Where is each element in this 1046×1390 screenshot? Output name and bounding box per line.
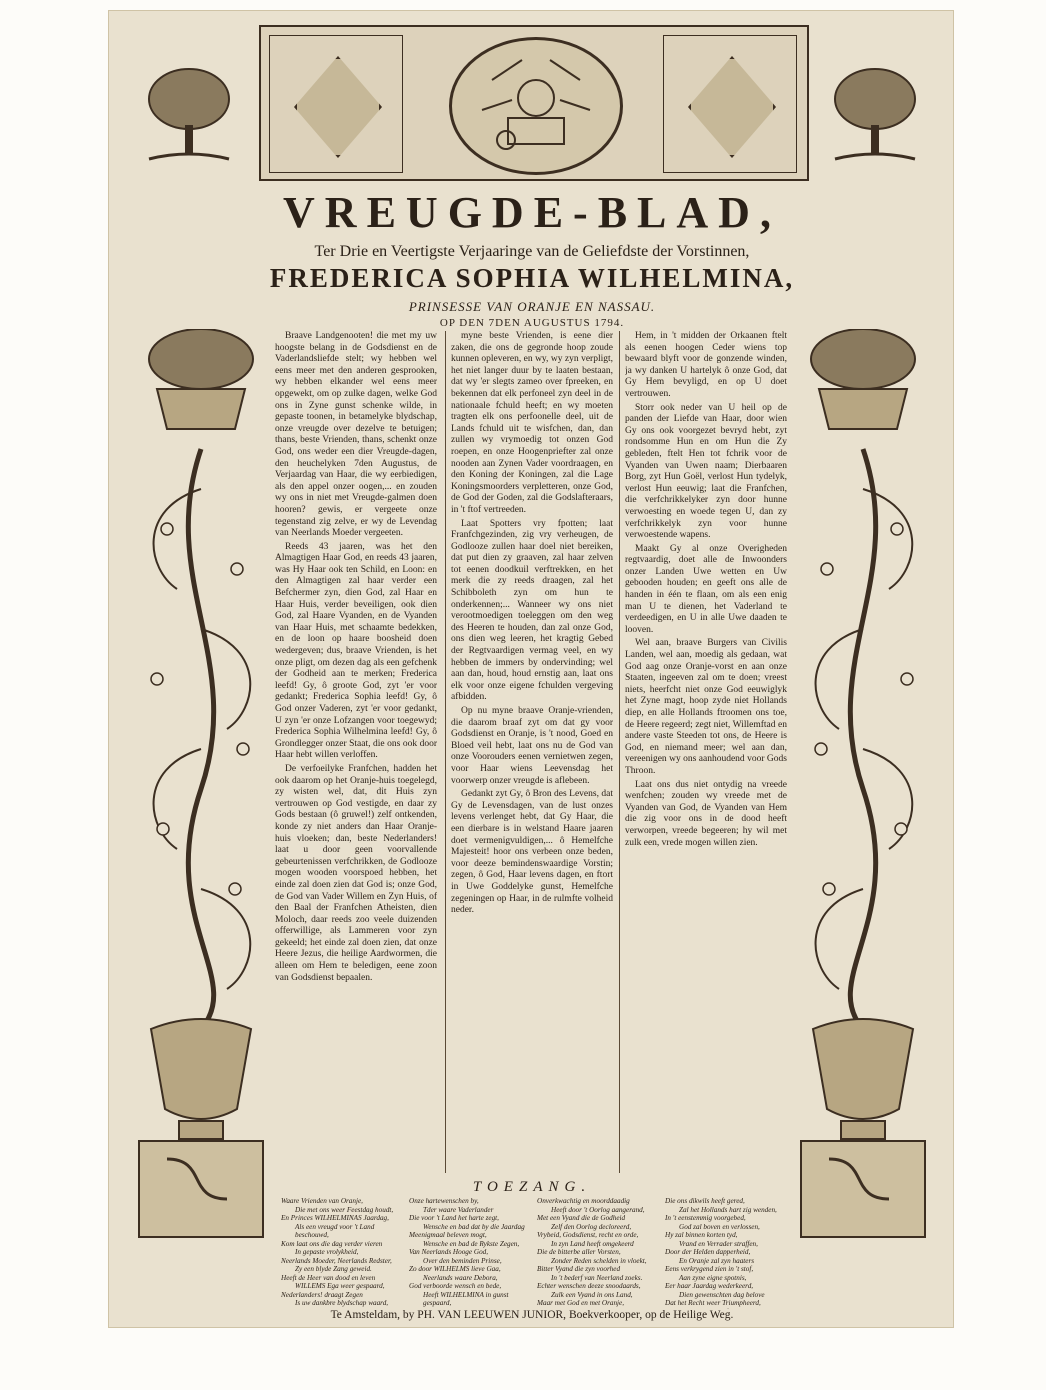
left-tree-ornament [139, 59, 239, 171]
poem-line: Van Neerlands Hooge God, [409, 1248, 489, 1256]
poem-column-3 [537, 1197, 657, 1309]
poem-line: Bitter Vyand die zyn voorhed [537, 1265, 621, 1273]
text-column-2 [451, 331, 613, 1173]
poem-line: Die de bitterbe aller Vorsten, [537, 1248, 621, 1256]
paragraph: Gedankt zyt Gy, ô Bron des Levens, dat Gy de Levensdagen, van de lust onzes levens verlenget hebt, dat Gy Haar, die een dierbare is in welstand Haare jaaren doet vermenigvuldigen,... ô Hemelfche Majesteit! hoor ons verbeen onze beden, voor deeze bemindenswaardige Vorstin; zegen, ô God, Haar levens dagen, en ftort in Uwe Goddelyke gunst, Hemelfche zegeningen op Haar, in de rulmfte volheid neder. [451, 789, 613, 916]
poem-line: Onze hartewenschen by, [409, 1197, 479, 1205]
left-vine-urn-ornament [117, 329, 285, 1241]
poem-line: Dien gewenschten dag belove [679, 1290, 765, 1299]
poem-line: Echter wenschen deeze snoodaards, [537, 1282, 641, 1290]
poem-line: God zal boven en verlossen, [679, 1222, 760, 1231]
poem-line: In gepaste vrolykheid, [295, 1248, 359, 1256]
poem-line: Dat het Recht weer Triumpheerd, [665, 1299, 761, 1307]
poem-line: Is uw dankbre blydschap waard, [295, 1299, 389, 1307]
paragraph: Laat Spotters vry fpotten; laat Franfchgezinden, zig vry verheugen, de Godlooze zullen haar doel niet bereiken, dat put dien zy graaven, zal haar zelven tot eenen doodkuil verftrekken, en het merk die zy reeds draagen, zal het Schibboleth zyn om hun te onderkennen;... Wanneer wy ons niet verootmoedigen toeleggen om den weg des Heeren te houden, dan zal onze God, ons dien weg leeren, het kragtig Gebed der Regtvaardigen vermag veel, en wy hebben de immers by ondervinding; wel aan dan, houd, houd ernstig aan, laat ons elk voor onze eigene fchulden vergeving afbidden. [451, 518, 613, 703]
paragraph: Braave Landgenooten! die met my uw hoogste belang in de Godsdienst en de Vaderlandsliefde stelt; wy hebben wel eens meer met den anderen gesprooken, wy hebben elkander wel eens meer opgewekt, om op zulke dagen, welke God ons in Zyne gunst schenke wilde, in gepaste toonen, in betamelyke blydschap, onze vreugde over dezelve te betuigen; thans, beste Vrienden, thans, schenkt onze God, ons weder een dier Vreugde-dagen, den heuchelyken 7den Augustus, de Verjaardag van Haar, die wy eerbiedigen, als den appel onzer oogen,... en zouden wy ons in niet met Vreugde-galmen doen hooren? gewis, er vergeete onze tegenstand zig zelve, er wy de Levendag van Neerlands Moeder vergeeten. [275, 331, 437, 539]
poem-line: Zal het Hollands hart zig wenden, [679, 1205, 777, 1214]
column-divider [619, 331, 620, 1173]
right-vine-urn-ornament [779, 329, 947, 1241]
poem-line: Die met ons weer Feestdag houdt, [295, 1205, 394, 1214]
paragraph: Laat ons dus niet ontydig na vreede wenfchen; zouden wy vreede met de Vyanden van God, de Vyanden van Hem die zig voor ons in de dood heeft verworpen, vreede begeeren; hy wil met zulk een, vrede mogen willen zien. [625, 779, 787, 848]
header-woodcut [259, 25, 809, 181]
poem-line: Waare Vrienden van Oranje, [281, 1197, 363, 1205]
central-oval-emblem [449, 37, 623, 175]
date-line: OP DEN 7DEN AUGUSTUS 1794. [439, 317, 625, 329]
column-divider [445, 331, 446, 1173]
poem-line: Zonder Reden schelden in vloekt, [551, 1256, 647, 1265]
poem-line: Neerlands waare Debora, [423, 1273, 498, 1282]
paragraph: Reeds 43 jaaren, was het den Almagtigen Haar God, en reeds 43 jaaren, was Hy Haar ook ten Schild, en Loon: en den Almagtigen zal haar verder een Befchermer zyn, dien God, zal Haar en Haar Huis, verder beveiligen, ook dien God, zal Haare Vyanden, en de Vyanden van Haar Huis, met schaamte bedekken, en de loon op haare boosheid doen wedergeven; dus, braave Vrienden, is het onze pligt, om dezen dag als een gefchenk der Godheid aan te merken; Frederica leefd! Gy, ô groote God, zyt 'er voor gedankt; Frederica Sophia leefd! Gy, ô God onzer Vaderen, zyt 'er voor gedankt, U zyn 'er onze Lofzangen voor toegewyd; Frederica Sophia Wilhelmina leefd! Gy, ô Grondlegger onzer Staat, die ons ook door Haar hebt willen verloffen. [275, 541, 437, 761]
poem-line: Eer haar Jaardag wederkeerd, [665, 1282, 754, 1290]
broadside-sheet [108, 10, 954, 1328]
honoree-name: FREDERICA SOPHIA WILHELMINA, [269, 263, 795, 293]
poem-line: Met een Vyand die de Godheid [537, 1214, 626, 1222]
paragraph: Op nu myne braave Oranje-vrienden, die daarom braaf zyt om dat gy voor Godsdienst en Oranje, is 't nood, Goed en Bloed veil hebt, laat ons nu de God van onze Voorouders eenen vernietwen zegen, voor Haar wiens Leevensdag het voorwerp onzer vreugde is aflebeen. [451, 706, 613, 786]
poem-column-1 [281, 1197, 401, 1309]
poem-line: Heeft de Heer van dood en leven [281, 1273, 376, 1282]
imprint-prefix: Te Amsteldam, by [330, 1309, 415, 1321]
poem-line: Kom laat ons die dag verder vieren [281, 1239, 383, 1248]
paragraph: De verfoeilyke Franfchen, hadden het ook daarom op het Oranje-huis toegelegd, zy wisten wel, dat, dit Huis zyn vertrouwen op God vestigde, en daar zy Gods bestaan (ô gruwel!) zelf ontkenden, konde zy niet anders dan Haar Oranje-huis vloeken; dan, beste Nederlanders! laat u door geen voorvallende gebeurtenissen verfchrikken, de Godlooze mogen wooden voorspoed hebben, het einde zal doen zien dat God is; onze God, de God van Vader Willem en Zyn Huis, of den Baal der Franfchen Atheisten, dien Moloch, daar reeds zoo veele duizenden offerwillige, als Lammeren voor zyn gekeeld; het einde zal doen zien, dat onze Heere Jezus, die heilige Aardwormen, die alleen om Hem te beledigen, eene zoon van Godsdienst bepaalen. [275, 763, 437, 983]
printer-name: PH. VAN LEEUWEN JUNIOR, [417, 1309, 567, 1321]
poem-line: Wensche en bad de Rykste Zegen, [423, 1239, 520, 1248]
honoree-title: PRINSESSE VAN ORANJE EN NASSAU. [408, 299, 656, 314]
poem-line: In 't bederf van Neerland zoeks. [551, 1273, 643, 1282]
paragraph: Wel aan, braave Burgers van Civilis Landen, wel aan, moedig als gedaan, wat God aag onze Oranje-vorst en aan onze Staaten, ingeeven zal om te doen; vreest niets, heerfcht niet onze God eeuwiglyk het Zyne magt, hoop zyde niet Hollands diep, en alle Hollands ftroomen ons toe, de Heere regeerd; zegt niet, Willemftad en andere vaste Steeden tot ons, de Heere is God, en niemand meer; wel aan dan, vereenigen wy ons aanhoudend voor Gods Throon. [625, 638, 787, 776]
poem-line: Wensche en bad dat by die Jaardag [423, 1222, 525, 1231]
poem-column-2 [409, 1197, 529, 1309]
poem-line: Aan zyne eigne spotnis, [679, 1273, 747, 1282]
poem-line: Zo door WILHELMS lieve Gaa, [409, 1265, 501, 1273]
right-diamond-panel [663, 35, 797, 173]
poem-line: Heeft door 't Oorlog aangerand, [551, 1205, 645, 1214]
toezang-heading: TOEZANG. [472, 1179, 592, 1195]
poem-line: Hy zal binnen korten tyd, [665, 1231, 738, 1239]
poem-line: Eens verkrygend zien in 't stof, [665, 1265, 754, 1273]
poem-line: Door der Helden dapperheid, [665, 1248, 751, 1256]
poem-line: In 't eenstemmig voorgebed, [665, 1214, 746, 1222]
imprint-line [109, 1309, 954, 1321]
poem-line: Onverkwachtig en moorddaadig [537, 1197, 630, 1205]
poem-line: Maar met God en met Oranje, [537, 1299, 625, 1307]
poem-line: In zyn Land heeft omgekeerd [551, 1239, 634, 1248]
poem-line: Vrand en Verrader straffen, [679, 1239, 758, 1248]
poem-line: En Oranje zal zyn haaters [679, 1256, 755, 1265]
poem-line: WILLEMS Ega weer gespaard, [295, 1282, 385, 1290]
poem-line: En Princes WILHELMINAS Jaardag, [281, 1214, 389, 1222]
poem-line: Over den beminden Prinse, [423, 1256, 502, 1265]
poem-line: Zulk een Vyand in ons Land, [551, 1290, 633, 1299]
poem-line: Vrybeid, Godsdienst, recht en orde, [537, 1231, 639, 1239]
poem-line: Die voor 't Land het harte zegt, [409, 1214, 499, 1222]
poem-line: Heeft WILHELMINA in gunst gespaard, [423, 1290, 509, 1307]
right-tree-ornament [825, 59, 925, 171]
poem-line: Neerlands Moeder, Neerlands Redster, [281, 1256, 392, 1265]
text-column-1 [275, 331, 437, 1173]
poem-line: Tder waare Vaderlander [423, 1205, 494, 1214]
imprint-suffix: Boekverkooper, op de Heilige Weg. [568, 1309, 734, 1321]
main-title: VREUGDE-BLAD, [283, 188, 781, 237]
poem-column-4 [665, 1197, 785, 1309]
poem-line: Zelf den Oorlog decloreerd, [551, 1222, 632, 1231]
left-diamond-panel [269, 35, 403, 173]
paragraph: myne beste Vrienden, is eene dier zaken, die ons de gegronde hoop zoude kunnen opleveren, en wy, wy zyn verpligt, het niet langer duur by te laaten bestaan, dat wy 'er slegts zameo over fpreeken, en bekennen dat elk perfoneel zyn deel in de nationaale fchuld heeft; en wy moeten tragten elk ons perfoonelle deel, uit de Lands fchuld uit te wisfchen, dan, dan zullen wy vrymoedig tot onzen God roepen, en onze Hoogenpriefter zal onze nooden aan Zynen Vader voordraagen, en den Koning der Koningen, zal die Lage Koningsmoorders verpletteren, onze God, de God der Goden, zal die Godslafteraars, in 't ftof vertreeden. [451, 331, 613, 515]
text-column-3 [625, 331, 787, 1173]
paragraph: Storr ook neder van U heil op de panden der Liefde van Haar, door wien Gy ons ook voorgezet bevryd hebt, zyt rondsomme Hun en om Hun die Zy gebleden, ftelt Hen tot fchrik voor de Vyanden van Uwen naam; Dierbaaren Borg, zyt Hun Goël, verlost Hun tydelyk, verlost Hun eeuwig; laat die Franfchen, die verfchrikkelyker zyn door hunne verwoesting en woede tegen U, dan zy verfchrikkelyk zyn voor hunne verwoestende wapens. [625, 402, 787, 541]
poem-line: Meenigmaal beleven mogt, [409, 1231, 487, 1239]
poem-line: Zy een blyde Zang geweid. [295, 1265, 372, 1273]
poem-line: Die ons dikwils heeft gered, [665, 1197, 745, 1205]
subtitle: Ter Drie en Veertigste Verjaaringe van de Geliefdste der Vorstinnen, [314, 243, 750, 260]
paragraph: Hem, in 't midden der Orkaanen ftelt als eenen hoogen Ceder wiens top bewaard blyft voor de gonzende winden, ja wy danken U hartelyk ô onze God, dat Gy Hem bevyligd, en op U doet vertrouwen. [625, 331, 787, 399]
poem-line: God verboorde wensch en bede, [409, 1282, 502, 1290]
paragraph: Maakt Gy al onze Overigheden regtvaardig, doet alle de Inwoonders onzer Landen Uwe wetten en Uw gebooden houden; en geeft ons alle de handen in één te flaan, om als een enig man U te dienen, het Vaderland te verdeedigen, en U in alle Uwe daaden te looven. [625, 543, 787, 635]
poem-line: Als een vreugd voor 't Land beschouwd, [295, 1222, 375, 1239]
poem-line: Nederlanders! draagt Zegen [281, 1290, 363, 1299]
